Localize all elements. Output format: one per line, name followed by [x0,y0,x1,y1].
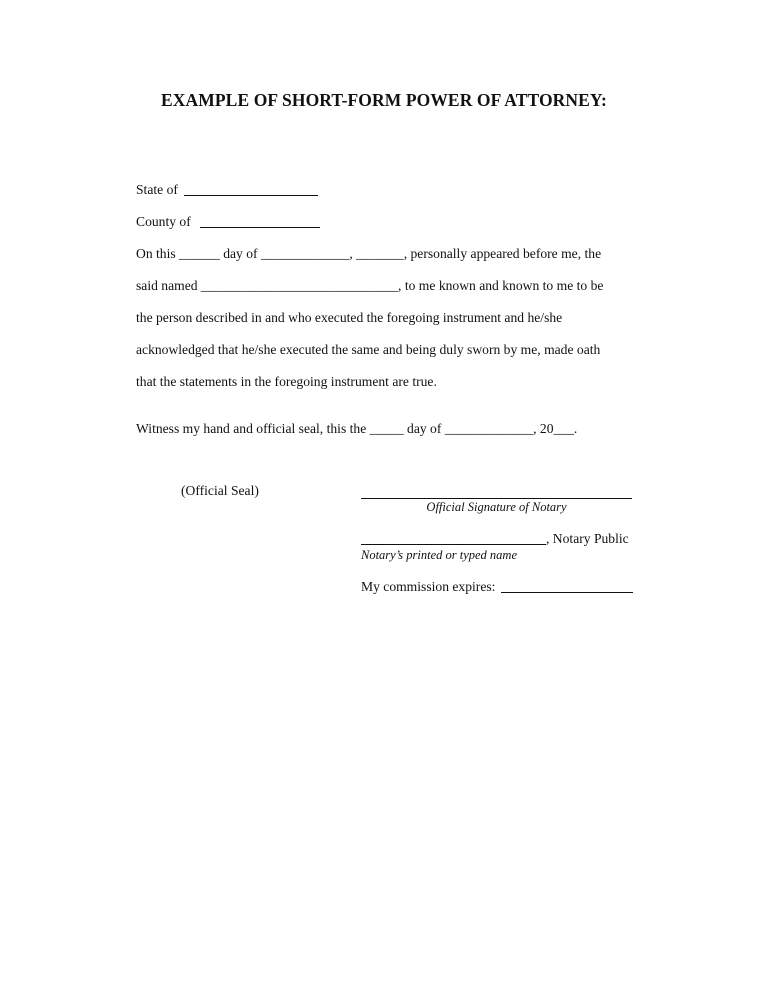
official-seal-label: (Official Seal) [181,483,259,498]
county-blank [200,216,320,228]
document-title: EXAMPLE OF SHORT-FORM POWER OF ATTORNEY: [161,90,607,110]
notary-name-caption: Notary’s printed or typed name [361,548,518,562]
notary-signature-line [361,498,632,499]
state-blank [184,184,318,196]
notary-name-blank [361,533,546,545]
notary-signature-caption: Official Signature of Notary [426,500,567,514]
body-line-said-named: said named _____________________________, to me known and known to me to be [136,278,604,293]
witness-line: Witness my hand and official seal, this the _____ day of _____________, 20___. [136,421,578,436]
notary-name-row [361,531,629,547]
body-line-person: the person described in and who executed the foregoing instrument and he/she [136,310,563,325]
state-row [136,182,318,198]
body-line-acknowledged: acknowledged that he/she executed the same and being duly sworn by me, made oath [136,342,601,357]
county-row [136,214,320,230]
body-line-on-this: On this ______ day of _____________, _______, personally appeared before me, the [136,246,602,261]
commission-blank [501,581,633,593]
body-line-statements: that the statements in the foregoing instrument are true. [136,374,437,389]
commission-row [361,579,633,595]
notary-public-label: , Notary Public [546,531,629,546]
state-label: State of [136,182,178,197]
county-label: County of [136,214,191,229]
commission-label: My commission expires: [361,579,496,594]
